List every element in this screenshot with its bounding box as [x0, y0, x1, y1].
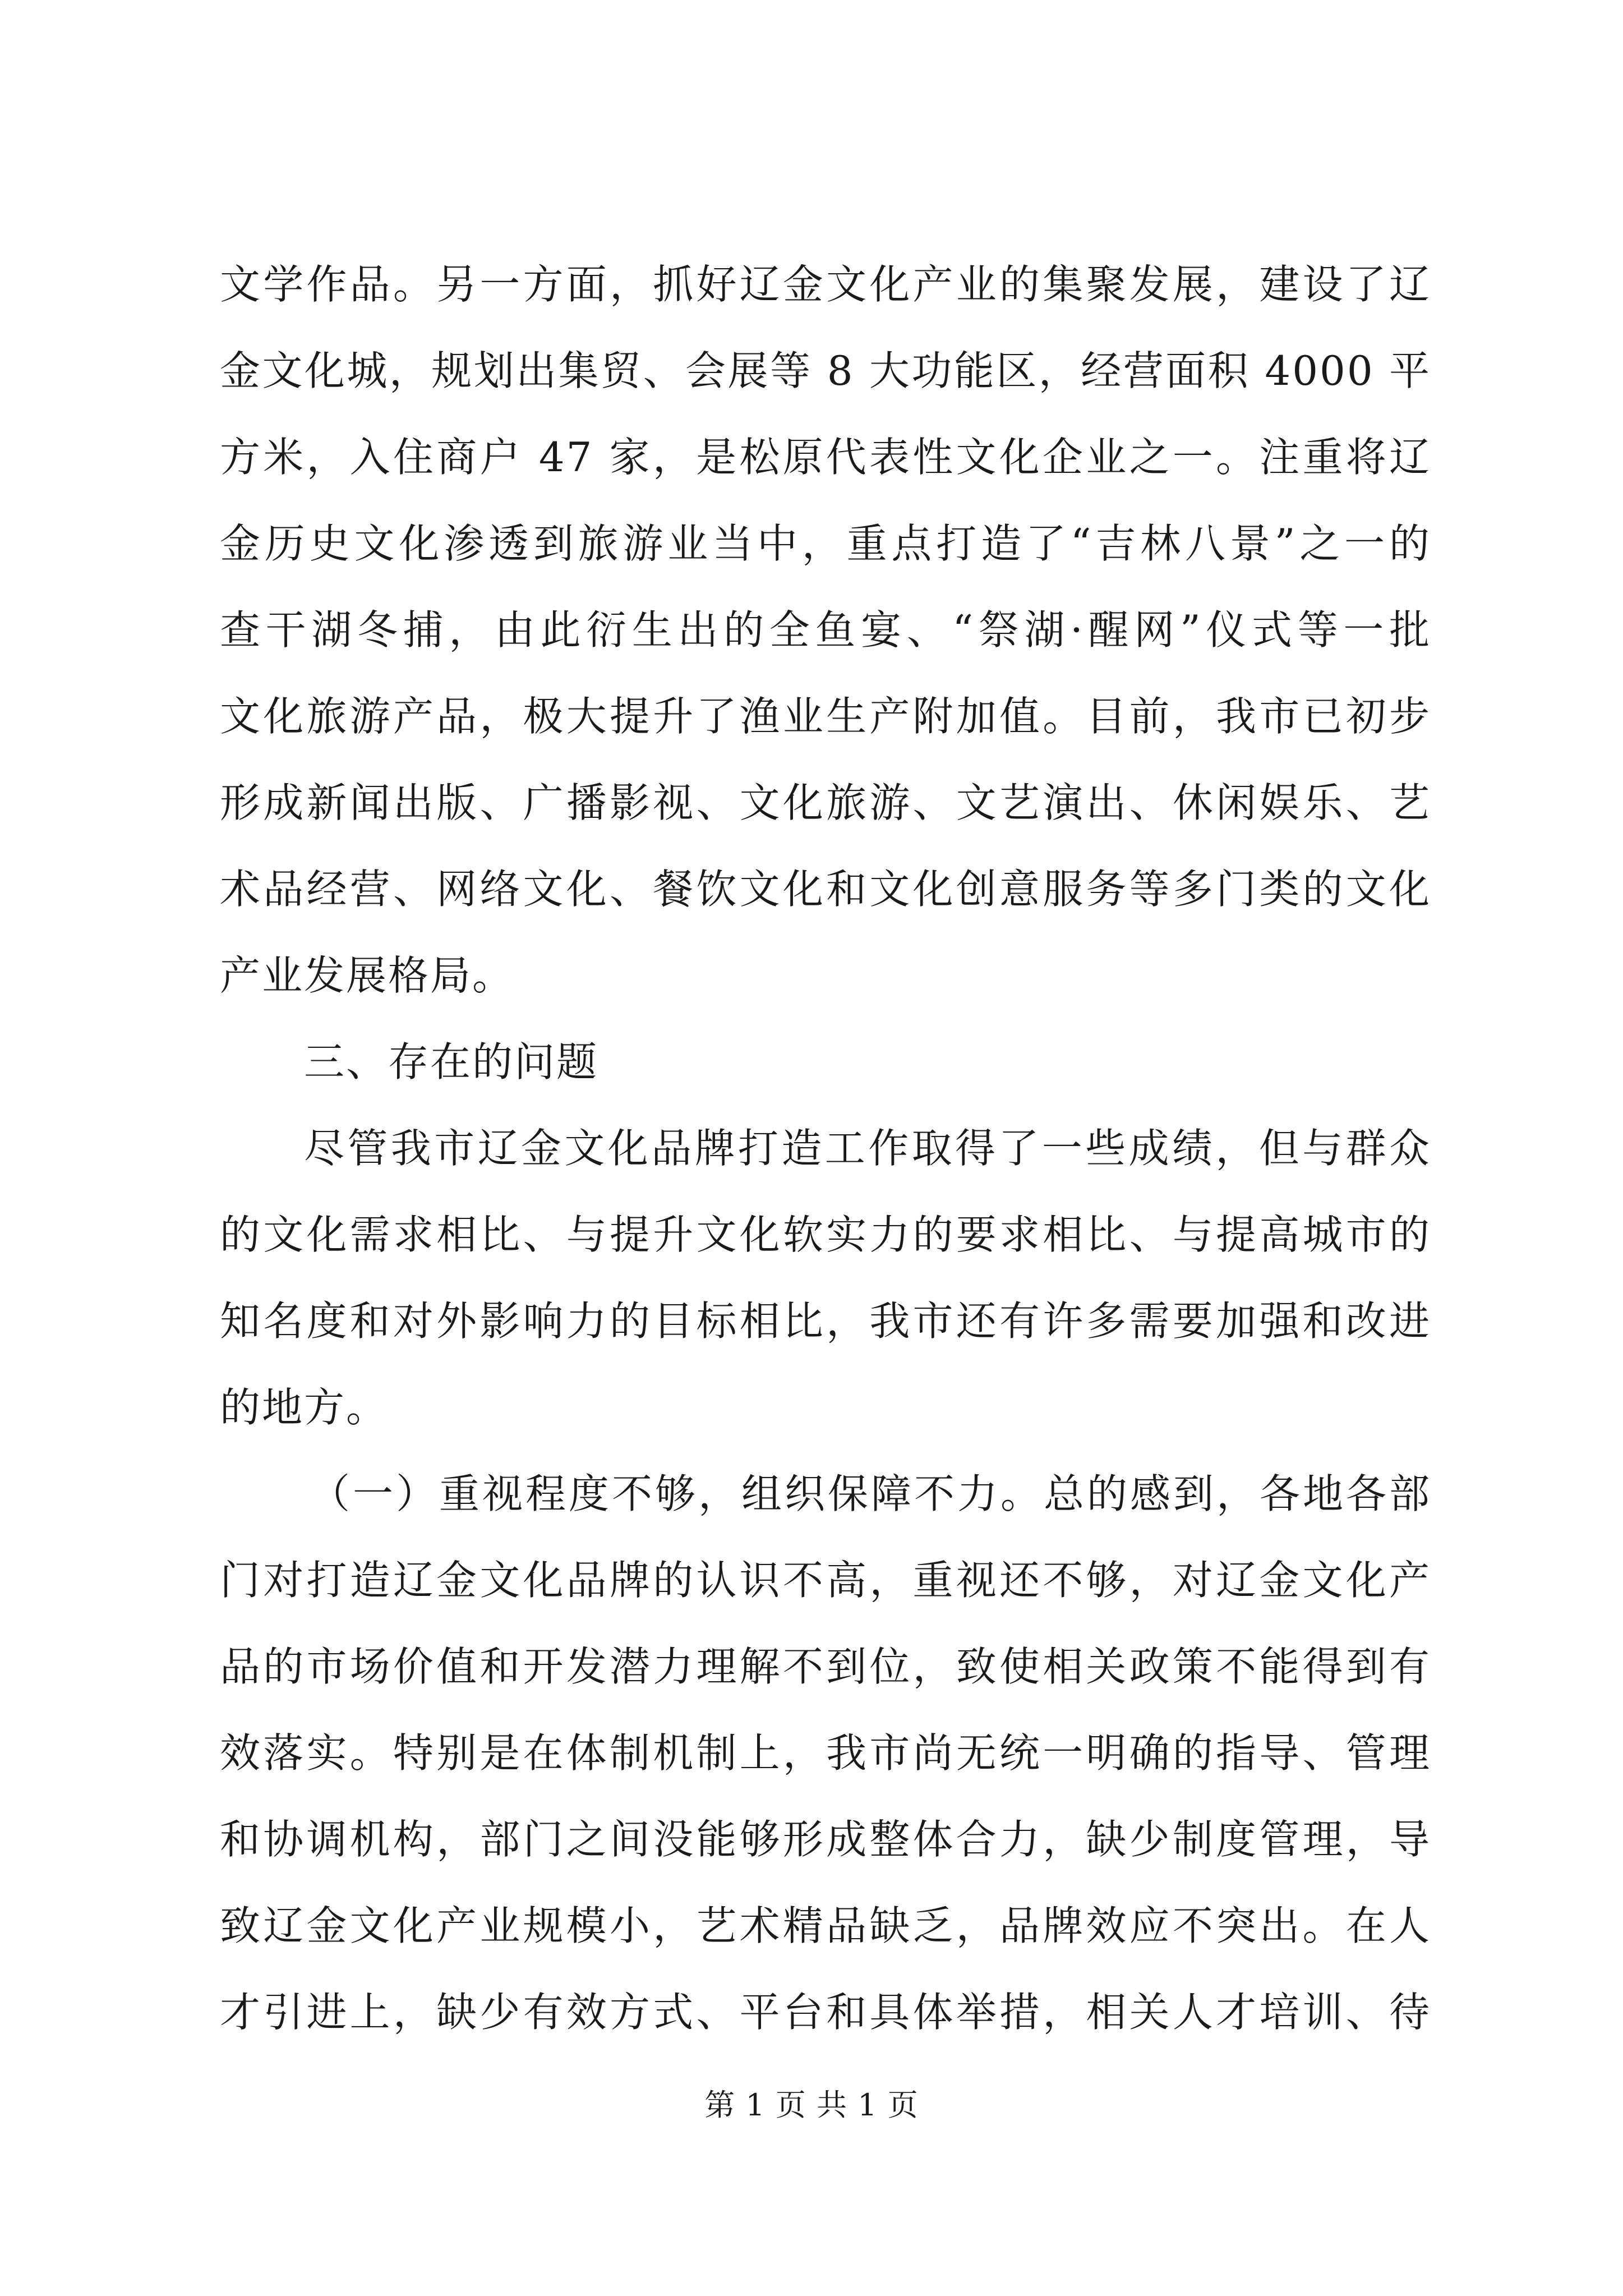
- text-line: 门对打造辽金文化品牌的认识不高，重视还不够，对辽金文化产: [220, 1557, 1431, 1604]
- text-line: 才引进上，缺少有效方式、平台和具体举措，相关人才培训、待: [220, 1989, 1431, 2036]
- text-line: 致辽金文化产业规模小，艺术精品缺乏，品牌效应不突出。在人: [220, 1902, 1431, 1949]
- text-line: 术品经营、网络文化、餐饮文化和文化创意服务等多门类的文化: [220, 866, 1431, 913]
- text-line: 文学作品。另一方面，抓好辽金文化产业的集聚发展，建设了辽: [220, 261, 1431, 308]
- text-line: 效落实。特别是在体制机制上，我市尚无统一明确的指导、管理: [220, 1729, 1431, 1777]
- text-line: 形成新闻出版、广播影视、文化旅游、文艺演出、休闲娱乐、艺: [220, 779, 1431, 826]
- text-line: 金历史文化渗透到旅游业当中，重点打造了“吉林八景”之一的: [220, 520, 1431, 567]
- text-line: 知名度和对外影响力的目标相比，我市还有许多需要加强和改进: [220, 1297, 1431, 1345]
- text-line: 产业发展格局。: [220, 952, 515, 999]
- text-line: 方米，入住商户 47 家，是松原代表性文化企业之一。注重将辽: [220, 434, 1431, 481]
- page-number-footer: 第 1 页 共 1 页: [704, 2087, 919, 2123]
- text-line: 的文化需求相比、与提升文化软实力的要求相比、与提高城市的: [220, 1211, 1431, 1258]
- subsection-heading: （一）重视程度不够，组织保障不力。总的感到，各地各部: [310, 1470, 1431, 1517]
- text-line: 尽管我市辽金文化品牌打造工作取得了一些成绩，但与群众: [304, 1125, 1431, 1172]
- text-line: 金文化城，规划出集贸、会展等 8 大功能区，经营面积 4000 平: [220, 347, 1431, 394]
- section-heading: 三、存在的问题: [304, 1038, 599, 1085]
- text-line: 查干湖冬捕，由此衍生出的全鱼宴、“祭湖·醒网”仪式等一批: [220, 606, 1431, 654]
- text-line: 品的市场价值和开发潜力理解不到位，致使相关政策不能得到有: [220, 1643, 1431, 1690]
- text-line: 的地方。: [220, 1384, 389, 1431]
- text-line: 和协调机构，部门之间没能够形成整体合力，缺少制度管理，导: [220, 1816, 1431, 1863]
- text-line: 文化旅游产品，极大提升了渔业生产附加值。目前，我市已初步: [220, 693, 1431, 740]
